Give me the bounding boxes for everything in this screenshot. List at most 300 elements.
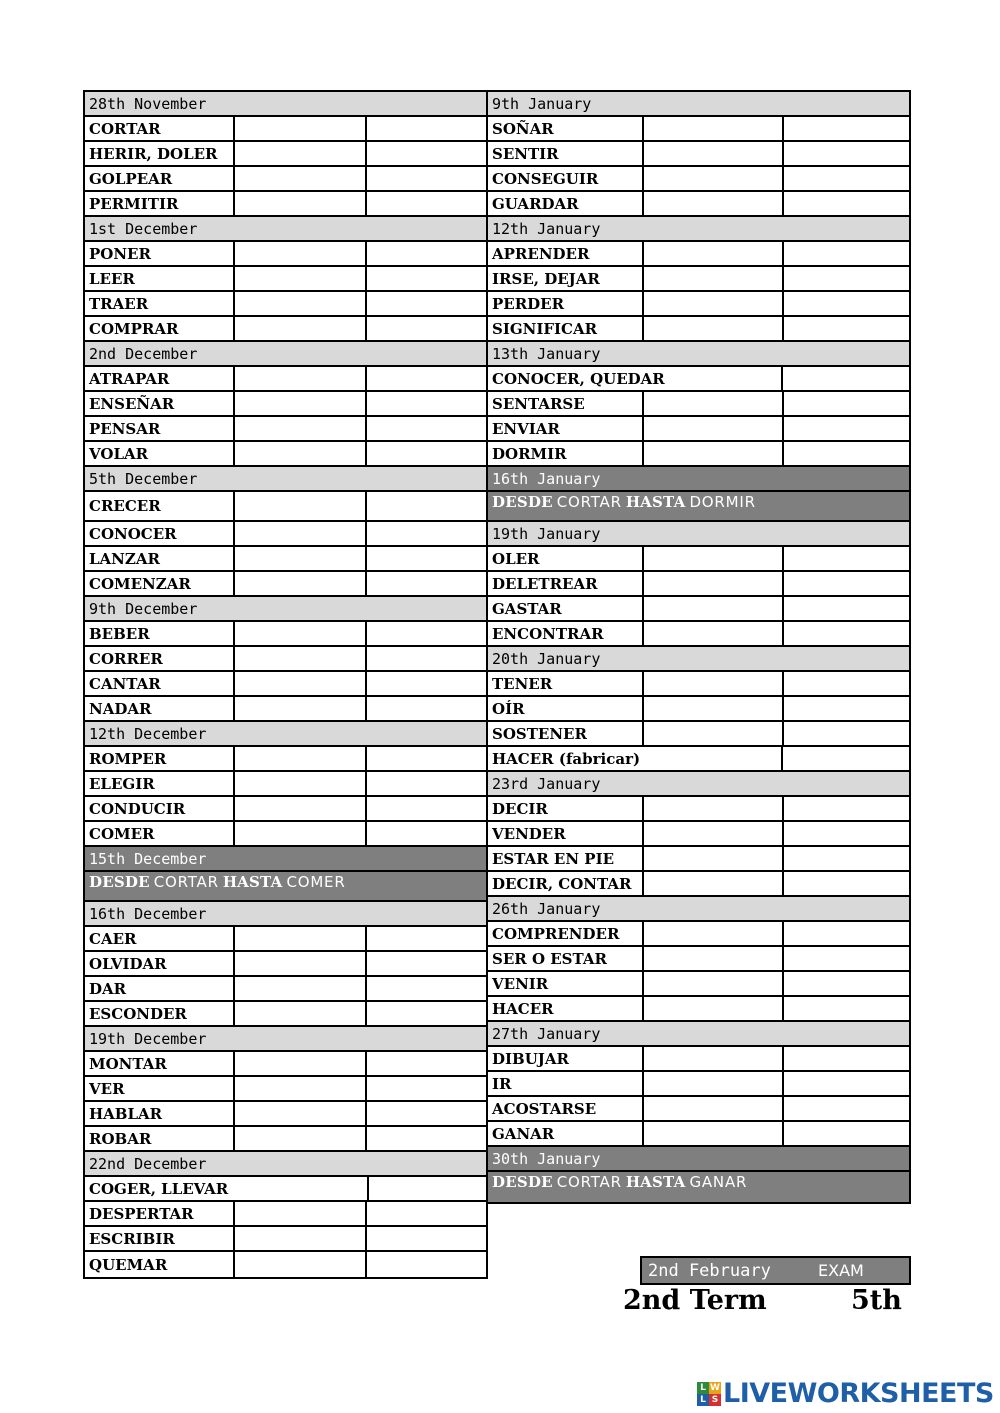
verb-row — [488, 722, 909, 747]
answer-cell[interactable] — [233, 772, 365, 795]
verb-label: HERIR, DOLER — [89, 144, 218, 163]
verb-label: BEBER — [89, 624, 150, 643]
answer-cell[interactable] — [781, 367, 909, 390]
verb-row — [85, 1202, 486, 1227]
answer-cell[interactable] — [233, 142, 365, 165]
verb-label: ROMPER — [89, 749, 167, 768]
exam-label: EXAM — [818, 1261, 864, 1280]
answer-cell[interactable] — [642, 442, 782, 465]
answer-cell[interactable] — [233, 927, 365, 950]
verb-label: GOLPEAR — [89, 169, 173, 188]
verb-label: ENSEÑAR — [89, 394, 175, 413]
verb-label: DECIR, CONTAR — [492, 874, 632, 893]
answer-cell[interactable] — [365, 242, 486, 265]
brand-name: LIVEWORKSHEETS — [723, 1378, 994, 1409]
verb-row — [488, 1047, 909, 1072]
verb-row — [85, 952, 486, 977]
answer-cell[interactable] — [782, 117, 909, 140]
answer-cell[interactable] — [781, 747, 909, 770]
verb-row — [85, 1002, 486, 1027]
note-from: DESDE — [89, 873, 150, 891]
left-verb-table — [83, 90, 488, 1279]
answer-cell[interactable] — [233, 317, 365, 340]
answer-cell[interactable] — [233, 442, 365, 465]
date-header: 12th January — [488, 217, 909, 242]
answer-cell[interactable] — [642, 797, 782, 820]
verb-row — [488, 622, 909, 647]
verb-label: DORMIR — [492, 444, 567, 463]
answer-cell[interactable] — [233, 1002, 365, 1025]
note-start-verb: CORTAR — [556, 1173, 622, 1191]
verb-row — [85, 192, 486, 217]
answer-cell[interactable] — [642, 847, 782, 870]
answer-cell[interactable] — [642, 972, 782, 995]
answer-cell[interactable] — [365, 417, 486, 440]
exam-banner — [640, 1256, 911, 1285]
verb-label: COMER — [89, 824, 155, 843]
answer-cell[interactable] — [233, 242, 365, 265]
verb-row — [85, 292, 486, 317]
verb-label: PONER — [89, 244, 151, 263]
answer-cell[interactable] — [642, 267, 782, 290]
verb-row — [85, 1177, 486, 1202]
date-header: 16th December — [85, 902, 486, 927]
verb-label: SOÑAR — [492, 119, 554, 138]
date-header: 20th January — [488, 647, 909, 672]
review-note — [85, 872, 486, 902]
answer-cell[interactable] — [233, 192, 365, 215]
verb-label: LEER — [89, 269, 135, 288]
verb-row — [85, 242, 486, 267]
answer-cell[interactable] — [782, 267, 909, 290]
verb-label: PERMITIR — [89, 194, 179, 213]
verb-row — [85, 1252, 486, 1277]
grade-label: 5th — [851, 1285, 902, 1316]
answer-cell[interactable] — [233, 697, 365, 720]
answer-cell[interactable] — [365, 192, 486, 215]
answer-cell[interactable] — [782, 872, 909, 895]
verb-label: COMPRENDER — [492, 924, 620, 943]
answer-cell[interactable] — [782, 547, 909, 570]
answer-cell[interactable] — [782, 972, 909, 995]
verb-row — [85, 747, 486, 772]
answer-cell[interactable] — [365, 977, 486, 1000]
verb-row — [488, 672, 909, 697]
answer-cell[interactable] — [782, 922, 909, 945]
answer-cell[interactable] — [782, 997, 909, 1020]
verb-label: SOSTENER — [492, 724, 587, 743]
verb-row — [85, 672, 486, 697]
verb-row — [488, 367, 909, 392]
date-header: 16th January — [488, 467, 909, 492]
verb-label: VER — [89, 1079, 125, 1098]
verb-label: VENIR — [492, 974, 549, 993]
answer-cell[interactable] — [642, 922, 782, 945]
verb-label: VENDER — [492, 824, 566, 843]
logo-icon: L W L S — [697, 1382, 721, 1406]
answer-cell[interactable] — [642, 997, 782, 1020]
date-header: 5th December — [85, 467, 486, 492]
answer-cell[interactable] — [642, 722, 782, 745]
answer-cell[interactable] — [233, 117, 365, 140]
verb-row — [85, 1077, 486, 1102]
answer-cell[interactable] — [233, 572, 365, 595]
verb-row — [85, 622, 486, 647]
answer-cell[interactable] — [233, 977, 365, 1000]
verb-row — [85, 1052, 486, 1077]
verb-label: GUARDAR — [492, 194, 579, 213]
verb-row — [488, 697, 909, 722]
answer-cell[interactable] — [233, 292, 365, 315]
answer-cell[interactable] — [233, 672, 365, 695]
exam-date: 2nd February — [648, 1260, 771, 1281]
date-header: 23rd January — [488, 772, 909, 797]
date-header: 2nd December — [85, 342, 486, 367]
date-header: 15th December — [85, 847, 486, 872]
verb-label: DESPERTAR — [89, 1204, 194, 1223]
verb-label: ACOSTARSE — [492, 1099, 597, 1118]
verb-row — [488, 547, 909, 572]
verb-label: DECIR — [492, 799, 548, 818]
answer-cell[interactable] — [782, 1097, 909, 1120]
answer-cell[interactable] — [642, 392, 782, 415]
answer-cell[interactable] — [782, 242, 909, 265]
answer-cell[interactable] — [642, 167, 782, 190]
answer-cell[interactable] — [365, 622, 486, 645]
answer-cell[interactable] — [365, 292, 486, 315]
answer-cell[interactable] — [642, 1047, 782, 1070]
verb-label: TENER — [492, 674, 553, 693]
verb-row — [85, 647, 486, 672]
verb-label: ATRAPAR — [89, 369, 170, 388]
answer-cell[interactable] — [233, 367, 365, 390]
verb-row — [488, 242, 909, 267]
verb-row — [488, 117, 909, 142]
note-end-verb: GANAR — [689, 1173, 748, 1191]
answer-cell[interactable] — [365, 572, 486, 595]
answer-cell[interactable] — [365, 492, 486, 520]
verb-row — [488, 1122, 909, 1147]
answer-cell[interactable] — [782, 142, 909, 165]
verb-label: ESTAR EN PIE — [492, 849, 615, 868]
answer-cell[interactable] — [782, 597, 909, 620]
answer-cell[interactable] — [233, 647, 365, 670]
answer-cell[interactable] — [365, 747, 486, 770]
verb-row — [488, 797, 909, 822]
verb-row — [85, 1227, 486, 1252]
answer-cell[interactable] — [367, 1177, 486, 1200]
verb-row — [85, 927, 486, 952]
liveworksheets-logo — [697, 1378, 994, 1409]
verb-label: CAER — [89, 929, 137, 948]
date-header: 30th January — [488, 1147, 909, 1172]
verb-row — [85, 142, 486, 167]
answer-cell[interactable] — [782, 797, 909, 820]
answer-cell[interactable] — [642, 317, 782, 340]
verb-row — [85, 572, 486, 597]
note-to: HASTA — [222, 873, 283, 891]
answer-cell[interactable] — [642, 872, 782, 895]
verb-label: OLVIDAR — [89, 954, 167, 973]
verb-label: CORTAR — [89, 119, 161, 138]
verb-label: COMENZAR — [89, 574, 191, 593]
answer-cell[interactable] — [365, 672, 486, 695]
answer-cell[interactable] — [365, 267, 486, 290]
answer-cell[interactable] — [365, 797, 486, 820]
answer-cell[interactable] — [233, 167, 365, 190]
verb-label: CONDUCIR — [89, 799, 186, 818]
answer-cell[interactable] — [642, 192, 782, 215]
answer-cell[interactable] — [365, 822, 486, 845]
note-end-verb: DORMIR — [689, 493, 756, 511]
verb-row — [85, 367, 486, 392]
answer-cell[interactable] — [782, 947, 909, 970]
verb-row — [488, 847, 909, 872]
answer-cell[interactable] — [233, 797, 365, 820]
verb-label: IR — [492, 1074, 512, 1093]
verb-label: ENCONTRAR — [492, 624, 604, 643]
verb-label: QUEMAR — [89, 1255, 168, 1274]
verb-row — [85, 267, 486, 292]
verb-row — [488, 142, 909, 167]
answer-cell[interactable] — [233, 1077, 365, 1100]
answer-cell[interactable] — [365, 1102, 486, 1125]
verb-row — [85, 772, 486, 797]
answer-cell[interactable] — [642, 947, 782, 970]
answer-cell[interactable] — [782, 292, 909, 315]
answer-cell[interactable] — [642, 1097, 782, 1120]
verb-label: APRENDER — [492, 244, 590, 263]
verb-row — [85, 492, 486, 522]
answer-cell[interactable] — [365, 697, 486, 720]
date-header: 19th January — [488, 522, 909, 547]
verb-label: GANAR — [492, 1124, 555, 1143]
review-note — [488, 492, 909, 522]
verb-row — [85, 392, 486, 417]
answer-cell[interactable] — [782, 167, 909, 190]
answer-cell[interactable] — [365, 927, 486, 950]
answer-cell[interactable] — [365, 1127, 486, 1150]
verb-row — [488, 1072, 909, 1097]
answer-cell[interactable] — [233, 1227, 365, 1250]
answer-cell[interactable] — [782, 1072, 909, 1095]
date-header: 26th January — [488, 897, 909, 922]
verb-label: MONTAR — [89, 1054, 167, 1073]
answer-cell[interactable] — [365, 1002, 486, 1025]
verb-label: DAR — [89, 979, 127, 998]
answer-cell[interactable] — [365, 952, 486, 975]
verb-label: PENSAR — [89, 419, 161, 438]
answer-cell[interactable] — [642, 697, 782, 720]
answer-cell[interactable] — [365, 442, 486, 465]
date-header: 12th December — [85, 722, 486, 747]
answer-cell[interactable] — [365, 142, 486, 165]
date-header: 27th January — [488, 1022, 909, 1047]
answer-cell[interactable] — [365, 772, 486, 795]
verb-row — [85, 167, 486, 192]
verb-label: DIBUJAR — [492, 1049, 569, 1068]
answer-cell[interactable] — [782, 672, 909, 695]
answer-cell[interactable] — [782, 392, 909, 415]
answer-cell[interactable] — [233, 1052, 365, 1075]
note-to: HASTA — [625, 1173, 686, 1191]
verb-row — [488, 417, 909, 442]
answer-cell[interactable] — [782, 417, 909, 440]
verb-label: SIGNIFICAR — [492, 319, 598, 338]
verb-label: HACER — [492, 999, 554, 1018]
note-start-verb: CORTAR — [153, 873, 219, 891]
verb-label: ESCRIBIR — [89, 1229, 175, 1248]
verb-row — [85, 822, 486, 847]
answer-cell[interactable] — [642, 597, 782, 620]
answer-cell[interactable] — [642, 1072, 782, 1095]
verb-row — [85, 522, 486, 547]
answer-cell[interactable] — [782, 572, 909, 595]
verb-label: COGER, LLEVAR — [89, 1179, 229, 1198]
verb-row — [85, 1127, 486, 1152]
answer-cell[interactable] — [233, 547, 365, 570]
verb-label: OÍR — [492, 699, 525, 718]
verb-row — [488, 972, 909, 997]
answer-cell[interactable] — [365, 1202, 486, 1225]
answer-cell[interactable] — [233, 392, 365, 415]
answer-cell[interactable] — [365, 1227, 486, 1250]
note-from: DESDE — [492, 493, 553, 511]
verb-row — [85, 977, 486, 1002]
answer-cell[interactable] — [365, 392, 486, 415]
verb-row — [488, 1097, 909, 1122]
verb-label: ENVIAR — [492, 419, 560, 438]
verb-label: SER O ESTAR — [492, 949, 607, 968]
verb-row — [85, 797, 486, 822]
answer-cell[interactable] — [642, 142, 782, 165]
answer-cell[interactable] — [642, 822, 782, 845]
answer-cell[interactable] — [782, 847, 909, 870]
answer-cell[interactable] — [365, 317, 486, 340]
verb-label: CONSEGUIR — [492, 169, 599, 188]
answer-cell[interactable] — [233, 417, 365, 440]
verb-row — [488, 947, 909, 972]
answer-cell[interactable] — [782, 1047, 909, 1070]
answer-cell[interactable] — [782, 1122, 909, 1145]
verb-label: CRECER — [89, 497, 161, 515]
verb-row — [488, 572, 909, 597]
answer-cell[interactable] — [365, 647, 486, 670]
answer-cell[interactable] — [233, 1102, 365, 1125]
review-note — [488, 1172, 909, 1202]
verb-label: ROBAR — [89, 1129, 152, 1148]
note-end-verb: COMER — [286, 873, 346, 891]
verb-row — [85, 417, 486, 442]
verb-label: LANZAR — [89, 549, 160, 568]
answer-cell[interactable] — [782, 697, 909, 720]
verb-label: VOLAR — [89, 444, 149, 463]
date-header: 9th January — [488, 92, 909, 117]
right-verb-table — [486, 90, 911, 1204]
verb-row — [488, 747, 909, 772]
date-header: 1st December — [85, 217, 486, 242]
verb-row — [488, 292, 909, 317]
answer-cell[interactable] — [365, 1077, 486, 1100]
answer-cell[interactable] — [233, 1127, 365, 1150]
answer-cell[interactable] — [642, 242, 782, 265]
verb-row — [488, 872, 909, 897]
answer-cell[interactable] — [365, 1252, 486, 1277]
answer-cell[interactable] — [782, 822, 909, 845]
date-header: 13th January — [488, 342, 909, 367]
date-header: 28th November — [85, 92, 486, 117]
verb-row — [488, 597, 909, 622]
answer-cell[interactable] — [233, 492, 365, 520]
answer-cell[interactable] — [233, 822, 365, 845]
answer-cell[interactable] — [365, 367, 486, 390]
answer-cell[interactable] — [642, 117, 782, 140]
verb-row — [488, 822, 909, 847]
answer-cell[interactable] — [233, 1202, 365, 1225]
verb-label: IRSE, DEJAR — [492, 269, 600, 288]
verb-label: ELEGIR — [89, 774, 155, 793]
answer-cell[interactable] — [233, 747, 365, 770]
verb-row — [85, 117, 486, 142]
verb-label: SENTIR — [492, 144, 559, 163]
answer-cell[interactable] — [365, 522, 486, 545]
answer-cell[interactable] — [642, 417, 782, 440]
verb-label: TRAER — [89, 294, 149, 313]
verb-row — [85, 1102, 486, 1127]
verb-row — [488, 997, 909, 1022]
verb-row — [488, 267, 909, 292]
answer-cell[interactable] — [782, 442, 909, 465]
answer-cell[interactable] — [642, 622, 782, 645]
answer-cell[interactable] — [365, 1052, 486, 1075]
answer-cell[interactable] — [365, 167, 486, 190]
answer-cell[interactable] — [782, 722, 909, 745]
verb-label: COMPRAR — [89, 319, 179, 338]
answer-cell[interactable] — [782, 622, 909, 645]
answer-cell[interactable] — [642, 572, 782, 595]
verb-row — [85, 317, 486, 342]
verb-label: CONOCER, QUEDAR — [492, 369, 665, 388]
answer-cell[interactable] — [642, 1122, 782, 1145]
verb-row — [85, 547, 486, 572]
answer-cell[interactable] — [782, 317, 909, 340]
note-from: DESDE — [492, 1173, 553, 1191]
verb-label: SENTARSE — [492, 394, 585, 413]
answer-cell[interactable] — [233, 622, 365, 645]
verb-row — [85, 442, 486, 467]
answer-cell[interactable] — [782, 192, 909, 215]
answer-cell[interactable] — [233, 1252, 365, 1277]
verb-label: GASTAR — [492, 599, 562, 618]
answer-cell[interactable] — [365, 117, 486, 140]
verb-row — [85, 697, 486, 722]
answer-cell[interactable] — [642, 547, 782, 570]
answer-cell[interactable] — [365, 547, 486, 570]
answer-cell[interactable] — [233, 952, 365, 975]
verb-label: NADAR — [89, 699, 152, 718]
term-label: 2nd Term — [623, 1285, 767, 1316]
answer-cell[interactable] — [642, 292, 782, 315]
verb-row — [488, 317, 909, 342]
verb-row — [488, 192, 909, 217]
answer-cell[interactable] — [642, 672, 782, 695]
verb-label: CANTAR — [89, 674, 161, 693]
answer-cell[interactable] — [233, 267, 365, 290]
date-header: 19th December — [85, 1027, 486, 1052]
answer-cell[interactable] — [233, 522, 365, 545]
verb-label: OLER — [492, 549, 540, 568]
note-start-verb: CORTAR — [556, 493, 622, 511]
